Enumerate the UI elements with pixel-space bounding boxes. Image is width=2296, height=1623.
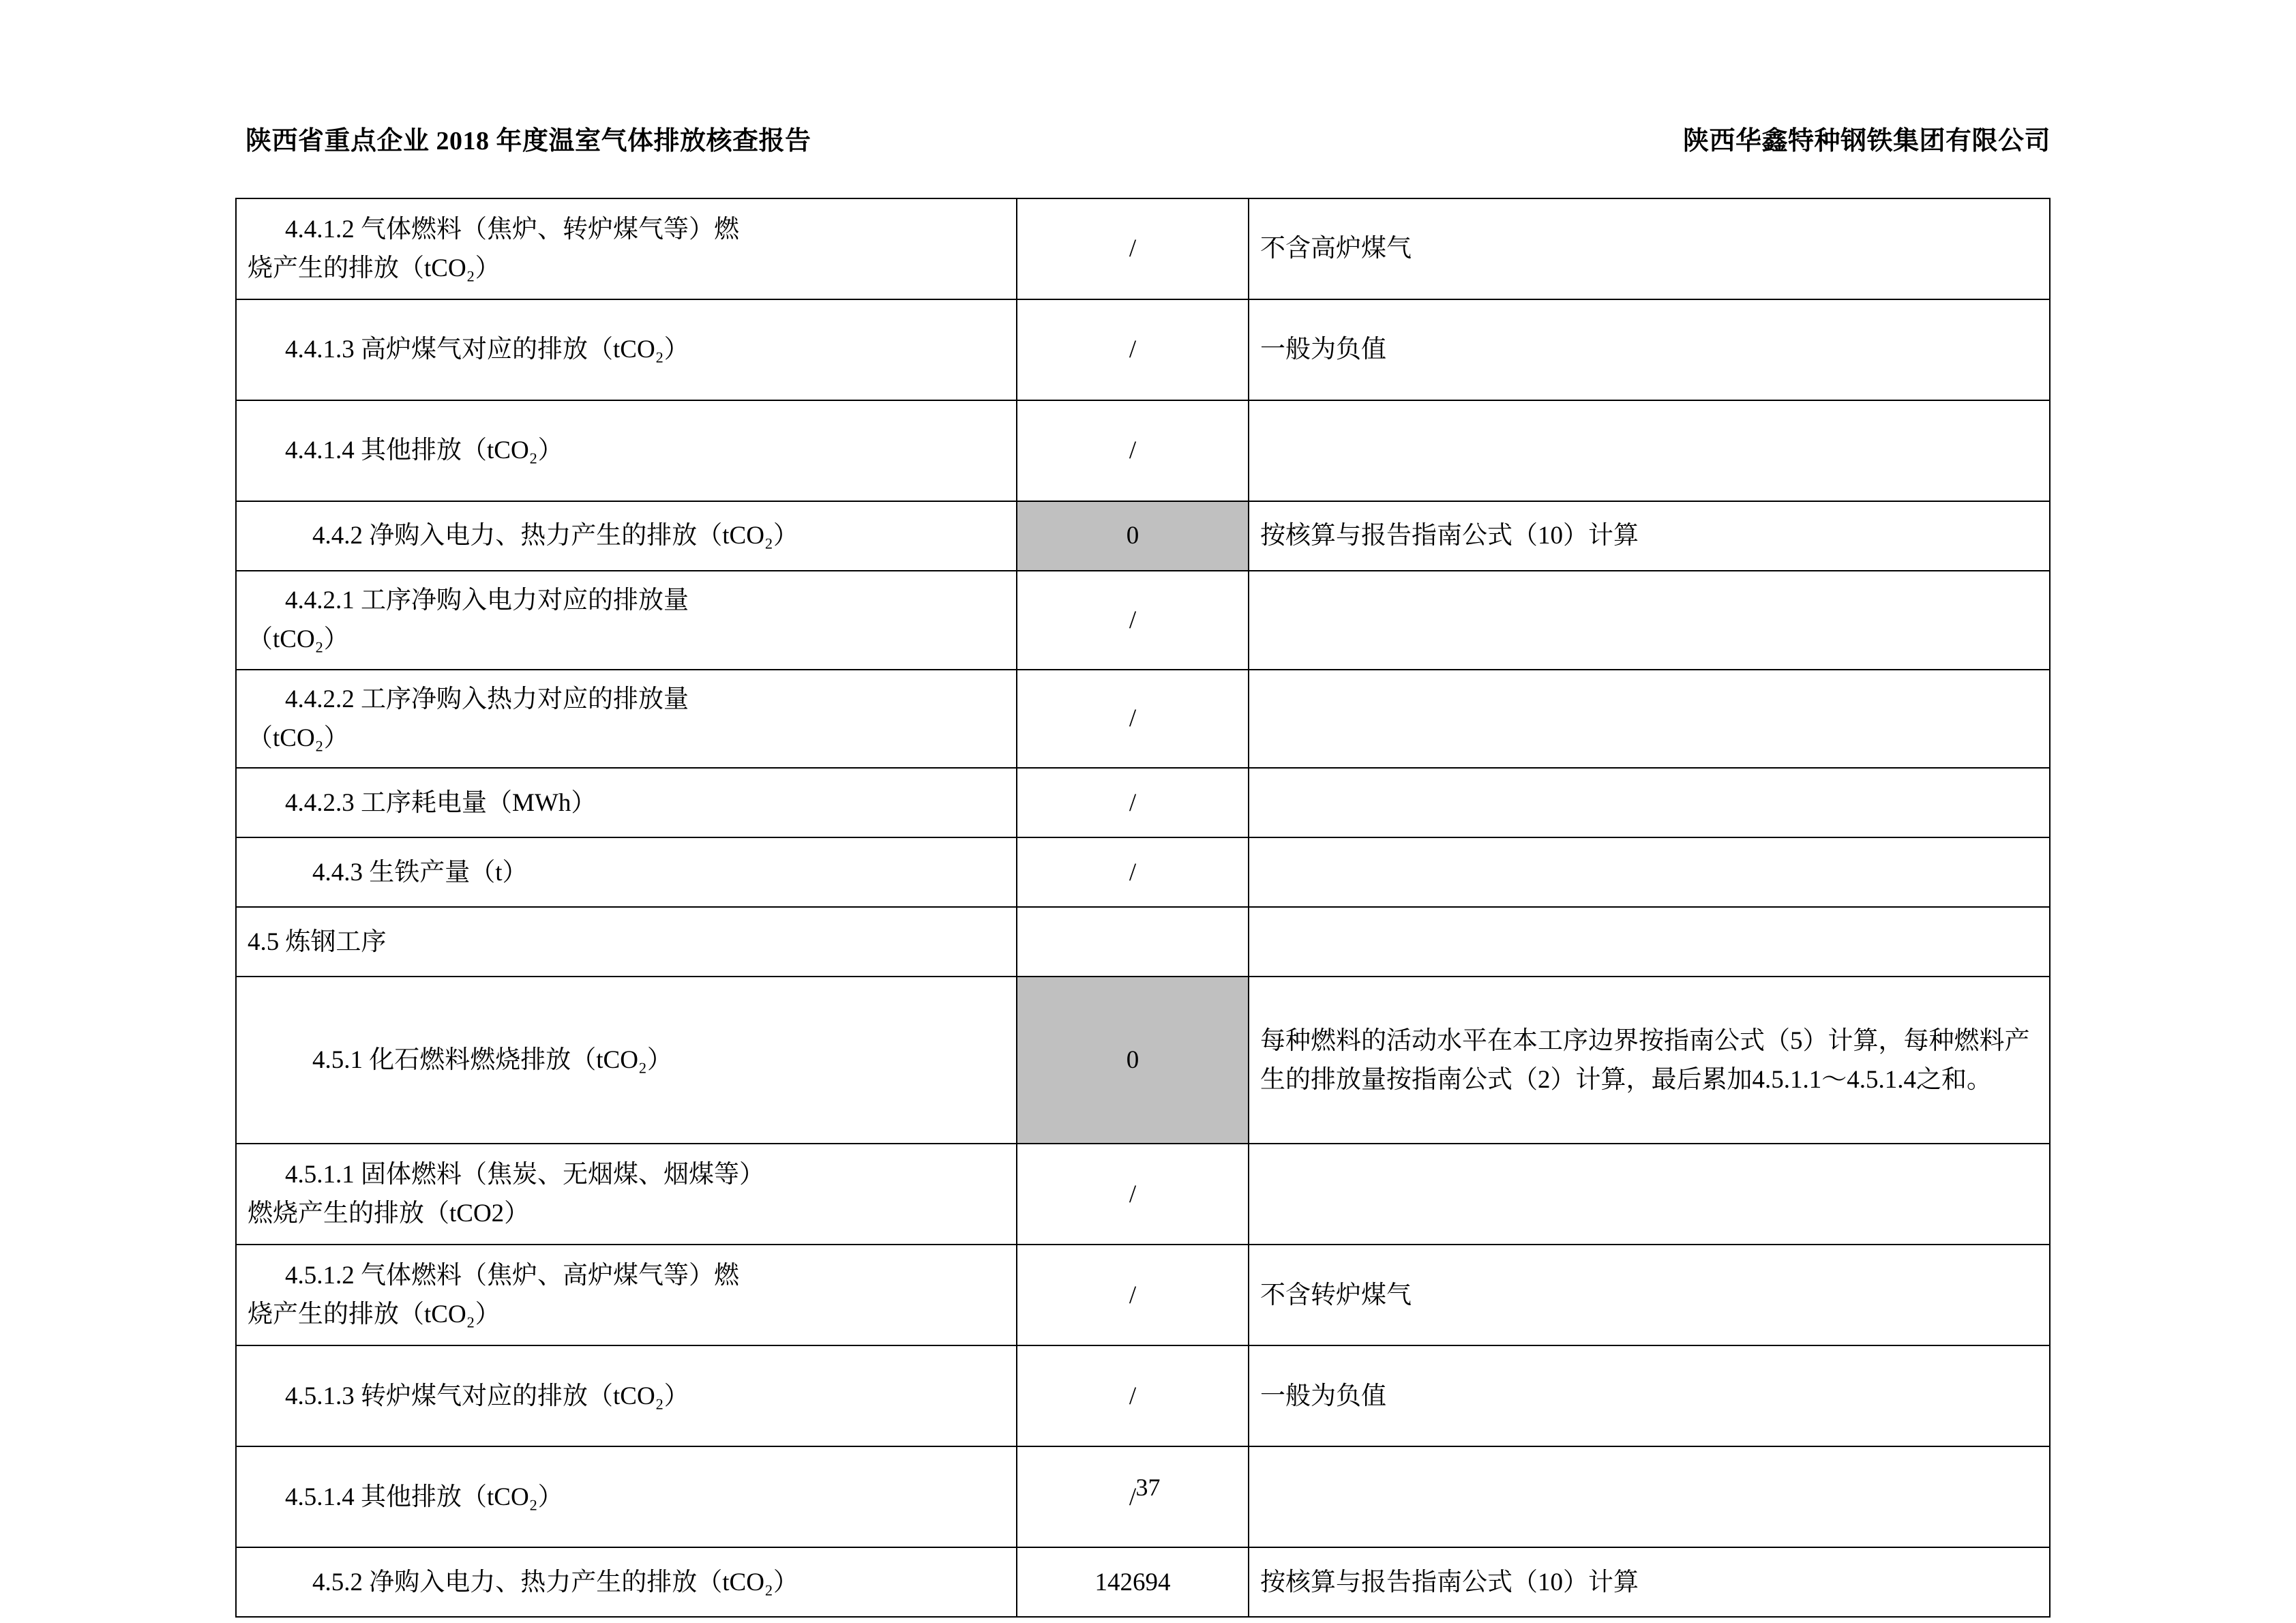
emissions-table <box>235 198 2051 1618</box>
emissions-table-container <box>235 198 2049 1618</box>
row-value-cell: / <box>1017 768 1249 837</box>
row-note-cell <box>1249 768 2050 837</box>
table-row <box>236 400 2050 501</box>
row-value-cell: / <box>1017 571 1249 670</box>
row-note-cell: 按核算与报告指南公式（10）计算 <box>1249 1547 2050 1617</box>
row-item-line2: （tCO₂） <box>248 625 349 654</box>
row-note-cell: 每种燃料的活动水平在本工序边界按指南公式（5）计算，每种燃料产生的排放量按指南公式（2）计算，最后累加4.5.1.1～4.5.1.4之和。 <box>1249 977 2050 1144</box>
row-item-line1: 4.4.2.1 工序净购入电力对应的排放量 <box>285 586 689 614</box>
row-note-cell: 一般为负值 <box>1249 299 2050 400</box>
row-value-cell: / <box>1017 1144 1249 1245</box>
row-item-line1: 4.4.1.4 其他排放（tCO₂） <box>285 436 563 465</box>
row-item-cell <box>236 1345 1017 1446</box>
row-value-cell: 0 <box>1017 977 1249 1144</box>
row-item-cell <box>236 1245 1017 1345</box>
row-item-cell <box>236 1547 1017 1617</box>
row-value-cell: / <box>1017 1245 1249 1345</box>
row-value-cell: / <box>1017 400 1249 501</box>
row-item-cell <box>236 977 1017 1144</box>
page-number: 37 <box>1135 1474 1161 1501</box>
row-item-line1: 4.4.3 生铁产量（t） <box>312 858 528 887</box>
table-row <box>236 670 2050 769</box>
header-title-left: 陕西省重点企业 2018 年度温室气体排放核查报告 <box>245 127 811 155</box>
row-item-line2: 燃烧产生的排放（tCO2） <box>248 1200 530 1228</box>
row-item-cell <box>236 400 1017 501</box>
row-note-cell <box>1249 1144 2050 1245</box>
row-item-line1: 4.5.1 化石燃料燃烧排放（tCO₂） <box>312 1046 672 1075</box>
row-item-cell <box>236 198 1017 299</box>
row-item-line1: 4.4.2.3 工序耗电量（MWh） <box>285 788 597 817</box>
row-item-line1: 4.4.1.2 气体燃料（焦炉、转炉煤气等）燃 <box>285 215 739 243</box>
row-value-cell: / <box>1017 198 1249 299</box>
row-item-cell <box>236 768 1017 837</box>
row-item-line1: 4.5.1.3 转炉煤气对应的排放（tCO₂） <box>285 1382 689 1410</box>
row-value-cell: / <box>1017 837 1249 907</box>
row-item-line1: 4.5 炼钢工序 <box>248 927 387 956</box>
emissions-table-body <box>236 198 2050 1617</box>
row-value-cell: / <box>1017 1345 1249 1446</box>
table-row <box>236 198 2050 299</box>
row-note-cell <box>1249 571 2050 670</box>
row-note-cell <box>1249 400 2050 501</box>
table-row <box>236 1345 2050 1446</box>
row-item-line1: 4.5.2 净购入电力、热力产生的排放（tCO₂） <box>312 1568 799 1596</box>
row-item-line1: 4.4.2.2 工序净购入热力对应的排放量 <box>285 685 689 713</box>
row-value-cell: / <box>1017 299 1249 400</box>
row-item-cell <box>236 837 1017 907</box>
table-row <box>236 1245 2050 1345</box>
row-note-cell: 不含转炉煤气 <box>1249 1245 2050 1345</box>
row-item-cell <box>236 299 1017 400</box>
table-row <box>236 571 2050 670</box>
row-item-line2: 烧产生的排放（tCO₂） <box>248 254 501 282</box>
row-item-line2: 烧产生的排放（tCO₂） <box>248 1300 501 1329</box>
table-row <box>236 768 2050 837</box>
table-row <box>236 1144 2050 1245</box>
table-row <box>236 501 2050 571</box>
row-value-cell: / <box>1017 1446 1249 1547</box>
row-note-cell: 一般为负值 <box>1249 1345 2050 1446</box>
table-row <box>236 1547 2050 1617</box>
row-item-line2: （tCO₂） <box>248 724 349 753</box>
row-value-cell: 0 <box>1017 501 1249 571</box>
row-note-cell <box>1249 837 2050 907</box>
row-item-line1: 4.5.1.2 气体燃料（焦炉、高炉煤气等）燃 <box>285 1262 739 1290</box>
table-row <box>236 907 2050 977</box>
row-item-line1: 4.5.1.1 固体燃料（焦炭、无烟煤、烟煤等） <box>285 1161 764 1189</box>
row-item-cell <box>236 571 1017 670</box>
row-item-line1: 4.4.1.3 高炉煤气对应的排放（tCO₂） <box>285 336 689 364</box>
row-item-cell <box>236 670 1017 769</box>
table-row <box>236 299 2050 400</box>
row-value-cell: 142694 <box>1017 1547 1249 1617</box>
row-note-cell <box>1249 670 2050 769</box>
row-value-cell <box>1017 907 1249 977</box>
table-row <box>236 977 2050 1144</box>
row-note-cell <box>1249 907 2050 977</box>
row-item-line1: 4.4.2 净购入电力、热力产生的排放（tCO₂） <box>312 522 799 550</box>
row-item-line1: 4.5.1.4 其他排放（tCO₂） <box>285 1483 563 1511</box>
header-title-right: 陕西华鑫特种钢铁集团有限公司 <box>1682 127 2051 155</box>
page-header <box>245 119 2051 157</box>
row-note-cell: 不含高炉煤气 <box>1249 198 2050 299</box>
row-item-cell <box>236 907 1017 977</box>
row-item-cell <box>236 1144 1017 1245</box>
row-item-cell <box>236 501 1017 571</box>
row-value-cell: / <box>1017 670 1249 769</box>
row-note-cell: 按核算与报告指南公式（10）计算 <box>1249 501 2050 571</box>
table-row <box>236 837 2050 907</box>
